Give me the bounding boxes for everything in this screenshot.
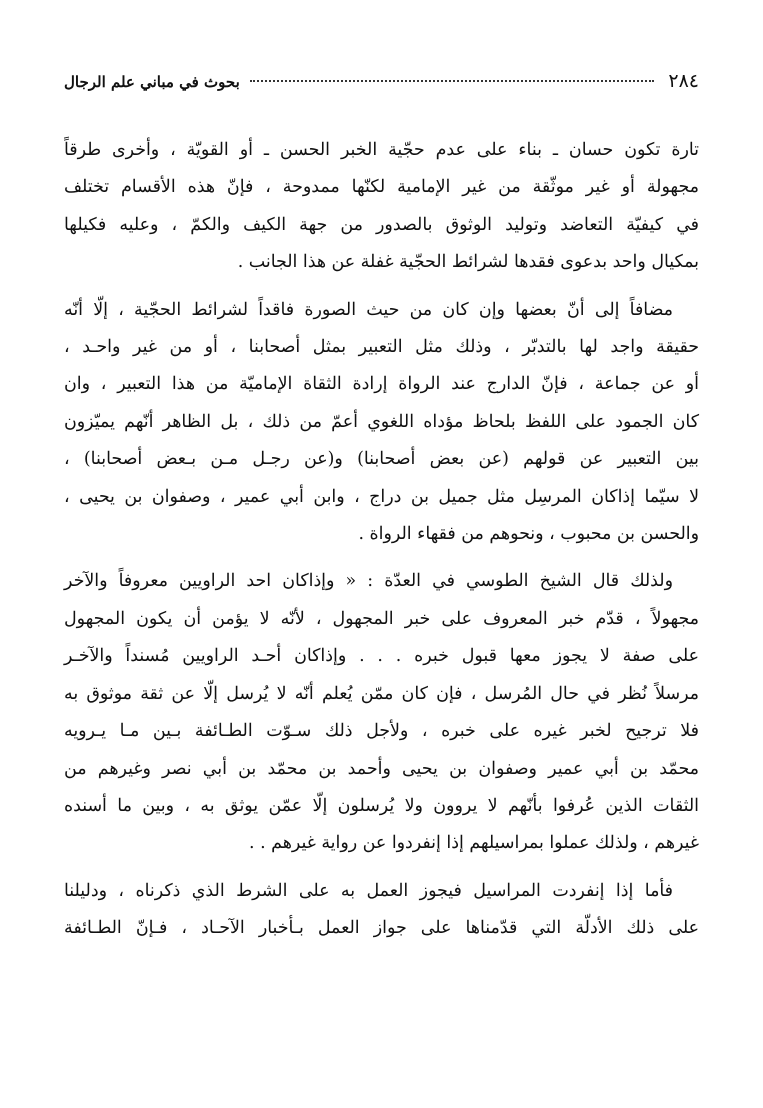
text-line: أو عن جماعة ، فإنّ الدارج عند الرواة إرادة الثقاة الإماميّة من هذا التعبير ، وان bbox=[64, 374, 699, 395]
paragraph-1 bbox=[64, 132, 699, 282]
paragraph-4 bbox=[64, 873, 699, 948]
page-number: ٢٨٤ bbox=[668, 70, 699, 92]
text-line: لا سيّما إذاكان المرسِل مثل جميل بن دراج ، وابن أبي عمير ، وصفوان بن يحيى ، bbox=[64, 486, 699, 507]
text-line: بمكيال واحد بدعوى فقدها لشرائط الحجّية غفلة عن هذا الجانب . bbox=[237, 252, 699, 273]
page-body bbox=[64, 132, 699, 948]
text-line: حقيقة واجد لها بالتدبّر ، وذلك مثل التعبير بمثل أصحابنا ، أو من غير واحـد ، bbox=[64, 337, 699, 358]
text-line: فأما إذا إنفردت المراسيل فيجوز العمل به على الشرط الذي ذكرناه ، ودليلنا bbox=[64, 880, 673, 901]
page-header bbox=[64, 70, 699, 106]
text-line: بين التعبير عن قولهم (عن بعض أصحابنا) و(عن رجـل مـن بـعض أصحابنا) ، bbox=[64, 449, 699, 470]
text-line: مجهولاً ، قدّم خبر المعروف على خبر المجهول ، لأنّه لا يؤمن أن يكون المجهول bbox=[64, 608, 699, 629]
paragraph-3 bbox=[64, 563, 699, 862]
text-line: كان الجمود على اللفظ بلحاظ مؤداه اللغوي أعمّ من ذلك ، بل الظاهر أنّهم يميّزون bbox=[64, 411, 699, 432]
text-line: ولذلك قال الشيخ الطوسي في العدّة : « وإذاكان احد الراويين معروفاً والآخر bbox=[64, 571, 673, 592]
text-line: على ذلك الأدلّة التي قدّمناها على جواز العمل بـأخبار الآحـاد ، فـإنّ الطـائفة bbox=[64, 918, 699, 939]
text-line: محمّد بن أبي عمير وصفوان بن يحيى وأحمد بن محمّد بن أبي نصر وغيرهم من bbox=[64, 758, 699, 779]
text-line: تارة تكون حسان ـ بناء على عدم حجّية الخبر الحسن ـ أو القويّة ، وأخرى طرقاً bbox=[64, 140, 699, 160]
text-line: غيرهم ، ولذلك عملوا بمراسيلهم إذا إنفردوا عن رواية غيرهم . . bbox=[249, 833, 699, 854]
text-line: على صفة لا يجوز معها قبول خبره . . . وإذاكان أحـد الراويين مُسنداً والآخـر bbox=[64, 646, 699, 667]
text-line: مجهولة أو غير موثّقة من غير الإمامية لكنّها ممدوحة ، فإنّ هذه الأقسام تختلف bbox=[64, 177, 699, 198]
paragraph-2 bbox=[64, 292, 699, 554]
running-title: بحوث في مباني علم الرجال bbox=[64, 73, 240, 91]
text-line: مرسلاً نُظر في حال المُرسل ، فإن كان ممّن يُعلم أنّه لا يُرسل إلّا عن ثقة موثوق به bbox=[64, 683, 699, 704]
text-line: الثقات الذين عُرفوا بأنّهم لا يروون ولا يُرسلون إلّا عمّن يوثق به ، وبين ما أسنده bbox=[64, 795, 699, 816]
text-line: مضافاً إلى أنّ بعضها وإن كان من حيث الصورة فاقداً لشرائط الحجّية ، إلّا أنّه bbox=[64, 299, 673, 320]
header-leader-dots bbox=[250, 80, 655, 82]
text-line: والحسن بن محبوب ، ونحوهم من فقهاء الرواة . bbox=[358, 524, 699, 545]
text-line: فلا ترجيح لخبر غيره على خبره ، ولأجل ذلك سـوّت الطـائفة بـين مـا يـرويه bbox=[64, 721, 699, 742]
book-page bbox=[64, 70, 699, 1050]
text-line: في كيفيّة التعاضد وتوليد الوثوق بالصدور من جهة الكيف والكمّ ، وعليه فكيلها bbox=[64, 214, 699, 235]
